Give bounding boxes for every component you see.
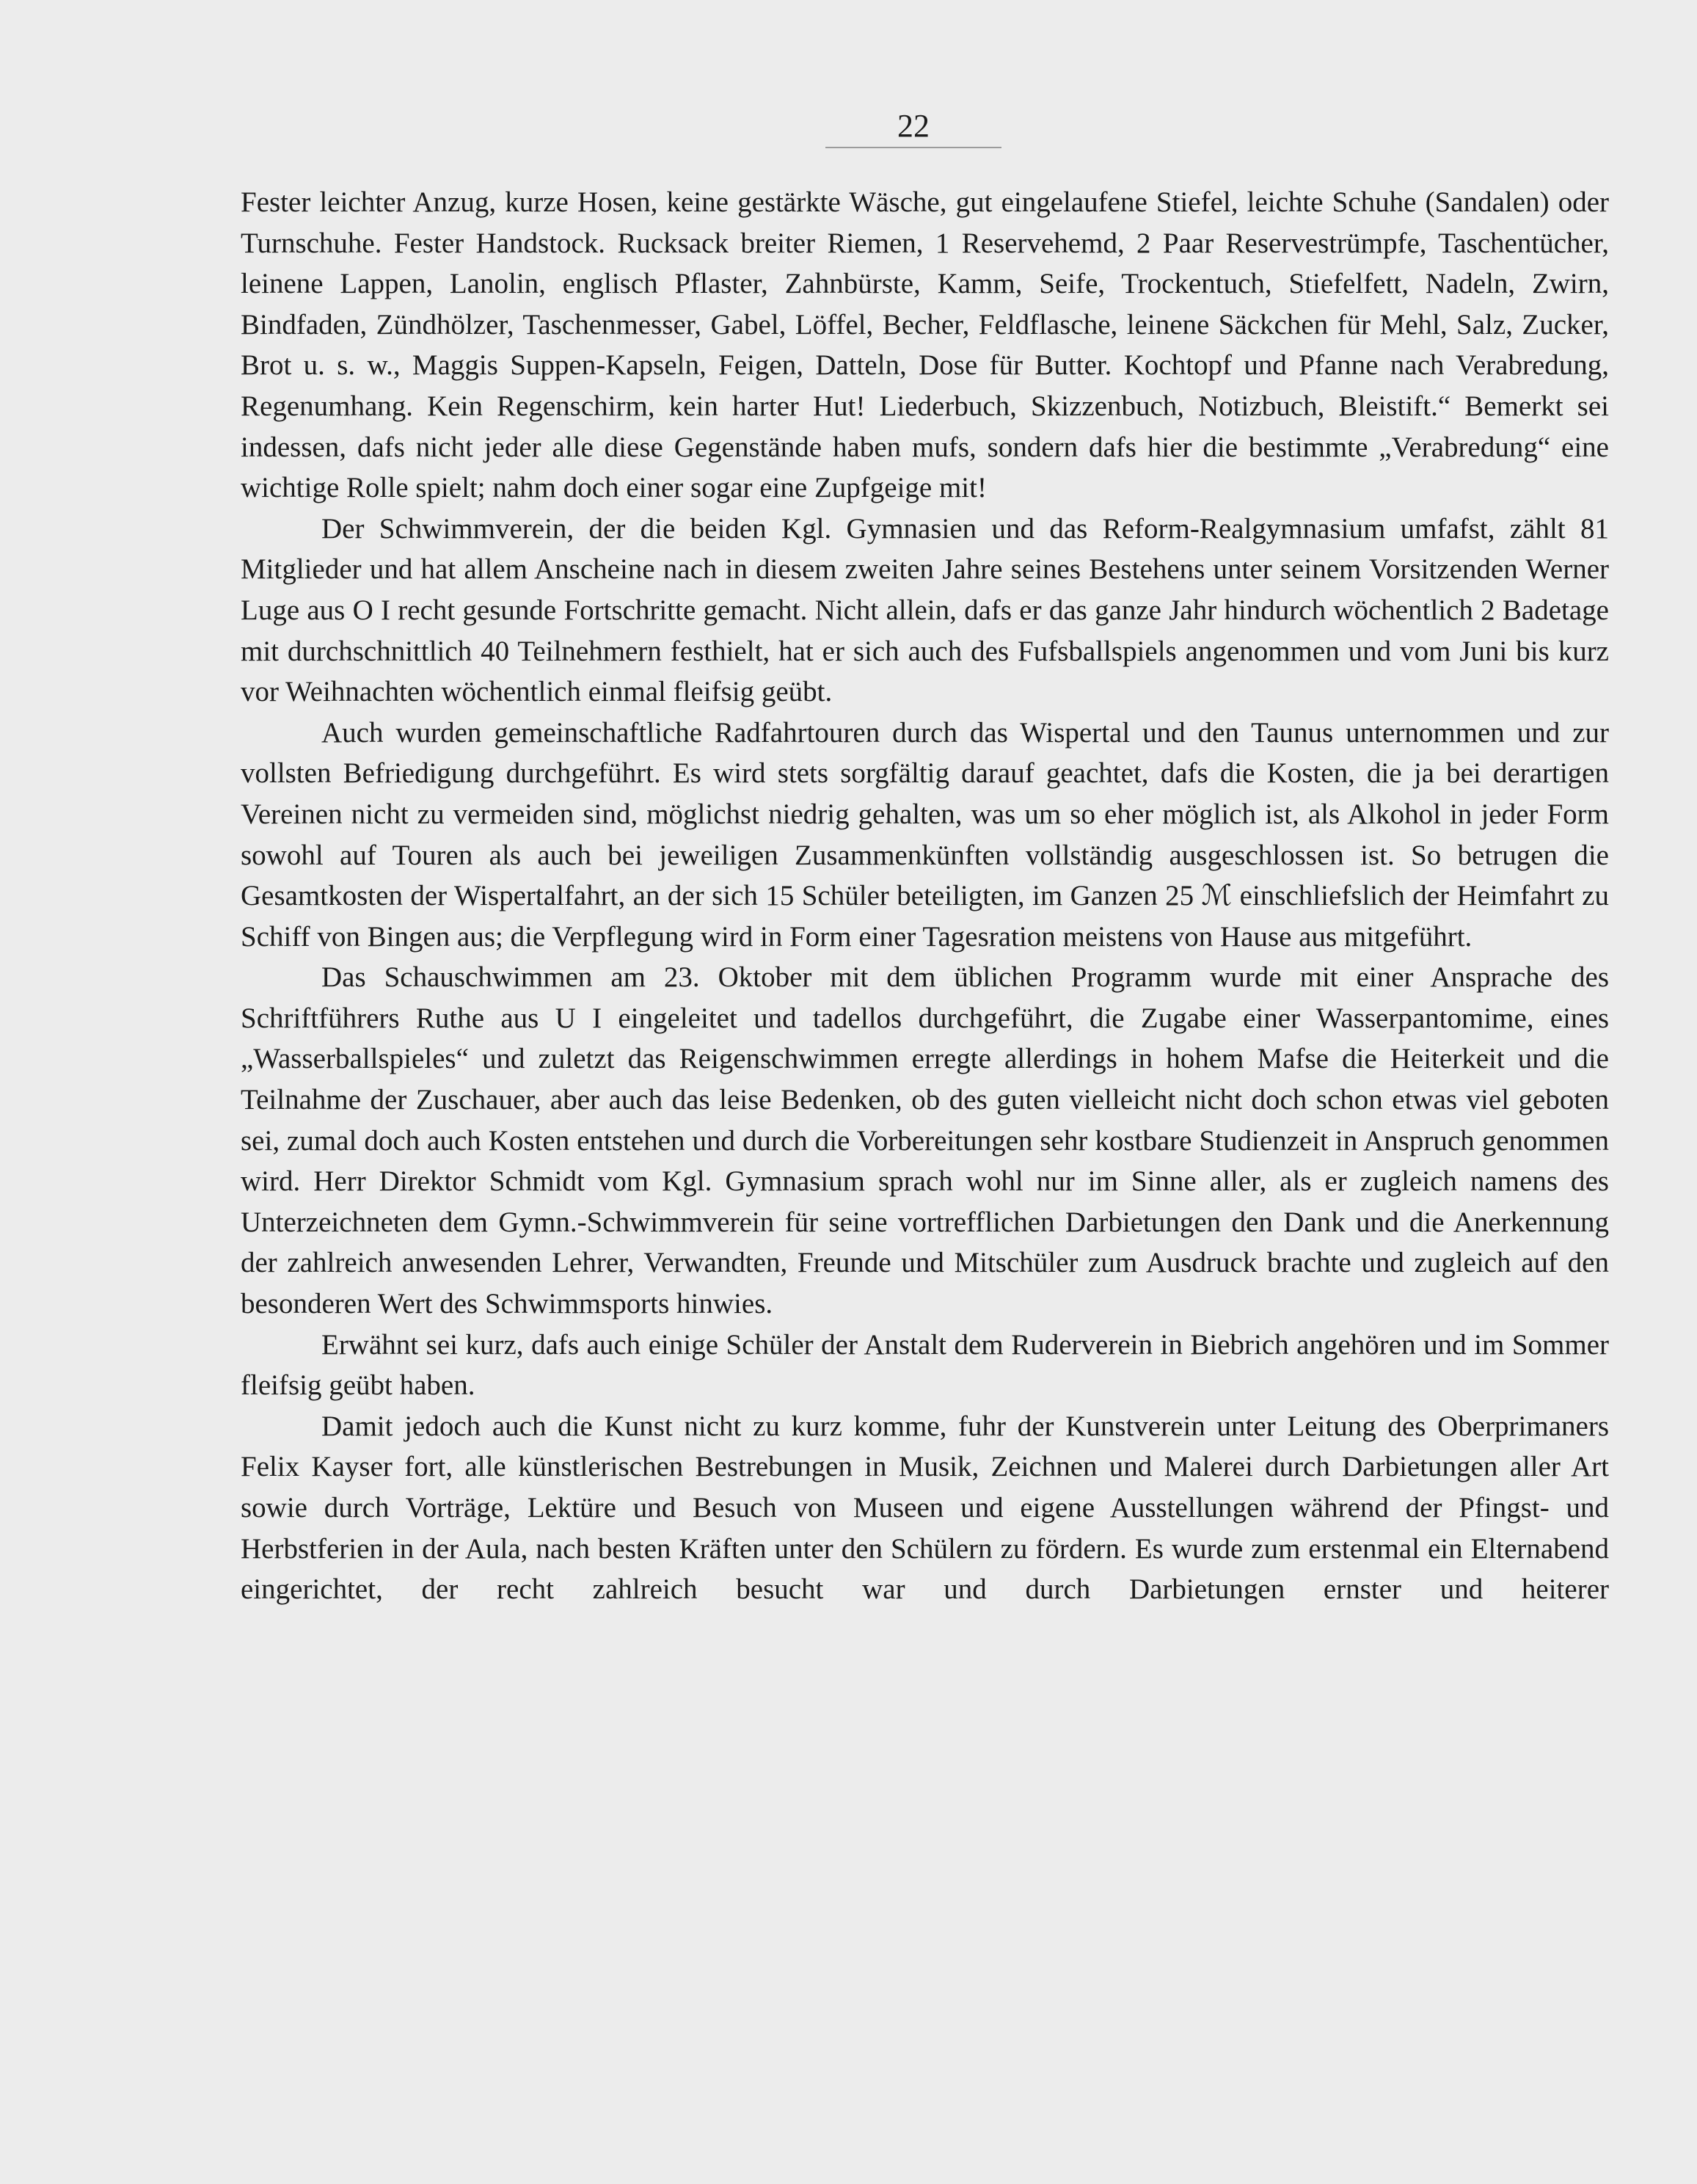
page-number: 22 [897, 108, 930, 144]
paragraph-cycling-tours: Auch wurden gemeinschaftliche Radfahrtouren durch das Wispertal und den Taunus unternommen und zur vollsten Befriedigung durchgeführt. Es wird stets sorgfältig darauf geachtet, dafs die Kosten, die ja bei derartigen Vereinen nicht zu vermeiden sind, möglichst niedrig gehalten, was um so eher möglich ist, als Alkohol in jeder Form sowohl auf Touren als auch bei jeweiligen Zusammenkünften vollständig ausgeschlossen ist. So betrugen die Gesamtkosten der Wispertalfahrt, an der sich 15 Schüler beteiligten, im Ganzen 25 ℳ einschliefslich der Heimfahrt zu Schiff von Bingen aus; die Verpflegung wird in Form einer Tagesration meistens von Hause aus mitgeführt. [241, 716, 1609, 953]
paragraph-art-club: Damit jedoch auch die Kunst nicht zu kurz komme, fuhr der Kunstverein unter Leitung des Oberprimaners Felix Kayser fort, alle künstlerischen Bestrebungen in Musik, Zeichnen und Malerei durch Darbietungen aller Art sowie durch Vorträge, Lektüre und Besuch von Museen und eigene Ausstellungen während der Pfingst- und Herbstferien in der Aula, nach besten Kräften unter den Schülern zu fördern. Es wurde zum erstenmal ein Elternabend eingerichtet, der recht zahlreich besucht war und durch Darbietungen ernster und heiterer [241, 1410, 1609, 1606]
page-number-rule [825, 147, 1001, 148]
paragraph-rowing-club: Erwähnt sei kurz, dafs auch einige Schüler der Anstalt dem Ruderverein in Biebrich angehören und im Sommer fleifsig geübt haben. [241, 1328, 1609, 1402]
paragraph-equipment-list: Fester leichter Anzug, kurze Hosen, keine gestärkte Wäsche, gut eingelaufene Stiefel, leichte Schuhe (Sandalen) oder Turnschuhe. Fester Handstock. Rucksack breiter Riemen, 1 Reservehemd, 2 Paar Reservestrümpfe, Taschentücher, leinene Lappen, Lanolin, englisch Pflaster, Zahnbürste, Kamm, Seife, Trockentuch, Stiefelfett, Nadeln, Zwirn, Bindfaden, Zündhölzer, Taschenmesser, Gabel, Löffel, Becher, Feldflasche, leinene Säckchen für Mehl, Salz, Zucker, Brot u. s. w., Maggis Suppen-Kapseln, Feigen, Datteln, Dose für Butter. Kochtopf und Pfanne nach Verabredung, Regenumhang. Kein Regenschirm, kein harter Hut! Liederbuch, Skizzenbuch, Notizbuch, Bleistift.“ Bemerkt sei indessen, dafs nicht jeder alle diese Gegenstände haben mufs, sondern dafs hier die bestimmte „Verabredung“ eine wichtige Rolle spielt; nahm doch einer sogar eine Zupfgeige mit! [241, 186, 1609, 504]
paragraph-swim-show: Das Schauschwimmen am 23. Oktober mit dem üblichen Programm wurde mit einer Ansprache des Schriftführers Ruthe aus U I eingeleitet und tadellos durchgeführt, die Zugabe einer Wasserpantomime, eines „Wasserballspieles“ und zuletzt das Reigenschwimmen erregte allerdings in hohem Mafse die Heiterkeit und die Teilnahme der Zuschauer, aber auch das leise Bedenken, ob des guten vielleicht nicht doch schon etwas viel geboten sei, zumal doch auch Kosten entstehen und durch die Vorbereitungen sehr kostbare Studienzeit in Anspruch genommen wird. Herr Direktor Schmidt vom Kgl. Gymnasium sprach wohl nur im Sinne aller, als er zugleich namens des Unterzeichneten dem Gymn.-Schwimmverein für seine vortrefflichen Darbietungen den Dank und die Anerkennung der zahlreich anwesenden Lehrer, Verwandten, Freunde und Mitschüler zum Ausdruck brachte und zugleich auf den besonderen Wert des Schwimmsports hinwies. [241, 961, 1609, 1320]
text-body [241, 182, 1609, 1610]
paragraph-swimming-club: Der Schwimmverein, der die beiden Kgl. Gymnasien und das Reform-Realgymnasium umfafst, zählt 81 Mitglieder und hat allem Anscheine nach in diesem zweiten Jahre seines Bestehens unter seinem Vorsitzenden Werner Luge aus O I recht gesunde Fortschritte gemacht. Nicht allein, dafs er das ganze Jahr hindurch wöchentlich 2 Badetage mit durchschnittlich 40 Teilnehmern festhielt, hat er sich auch des Fufsballspiels angenommen und vom Juni bis kurz vor Weihnachten wöchentlich einmal fleifsig geübt. [241, 512, 1609, 708]
